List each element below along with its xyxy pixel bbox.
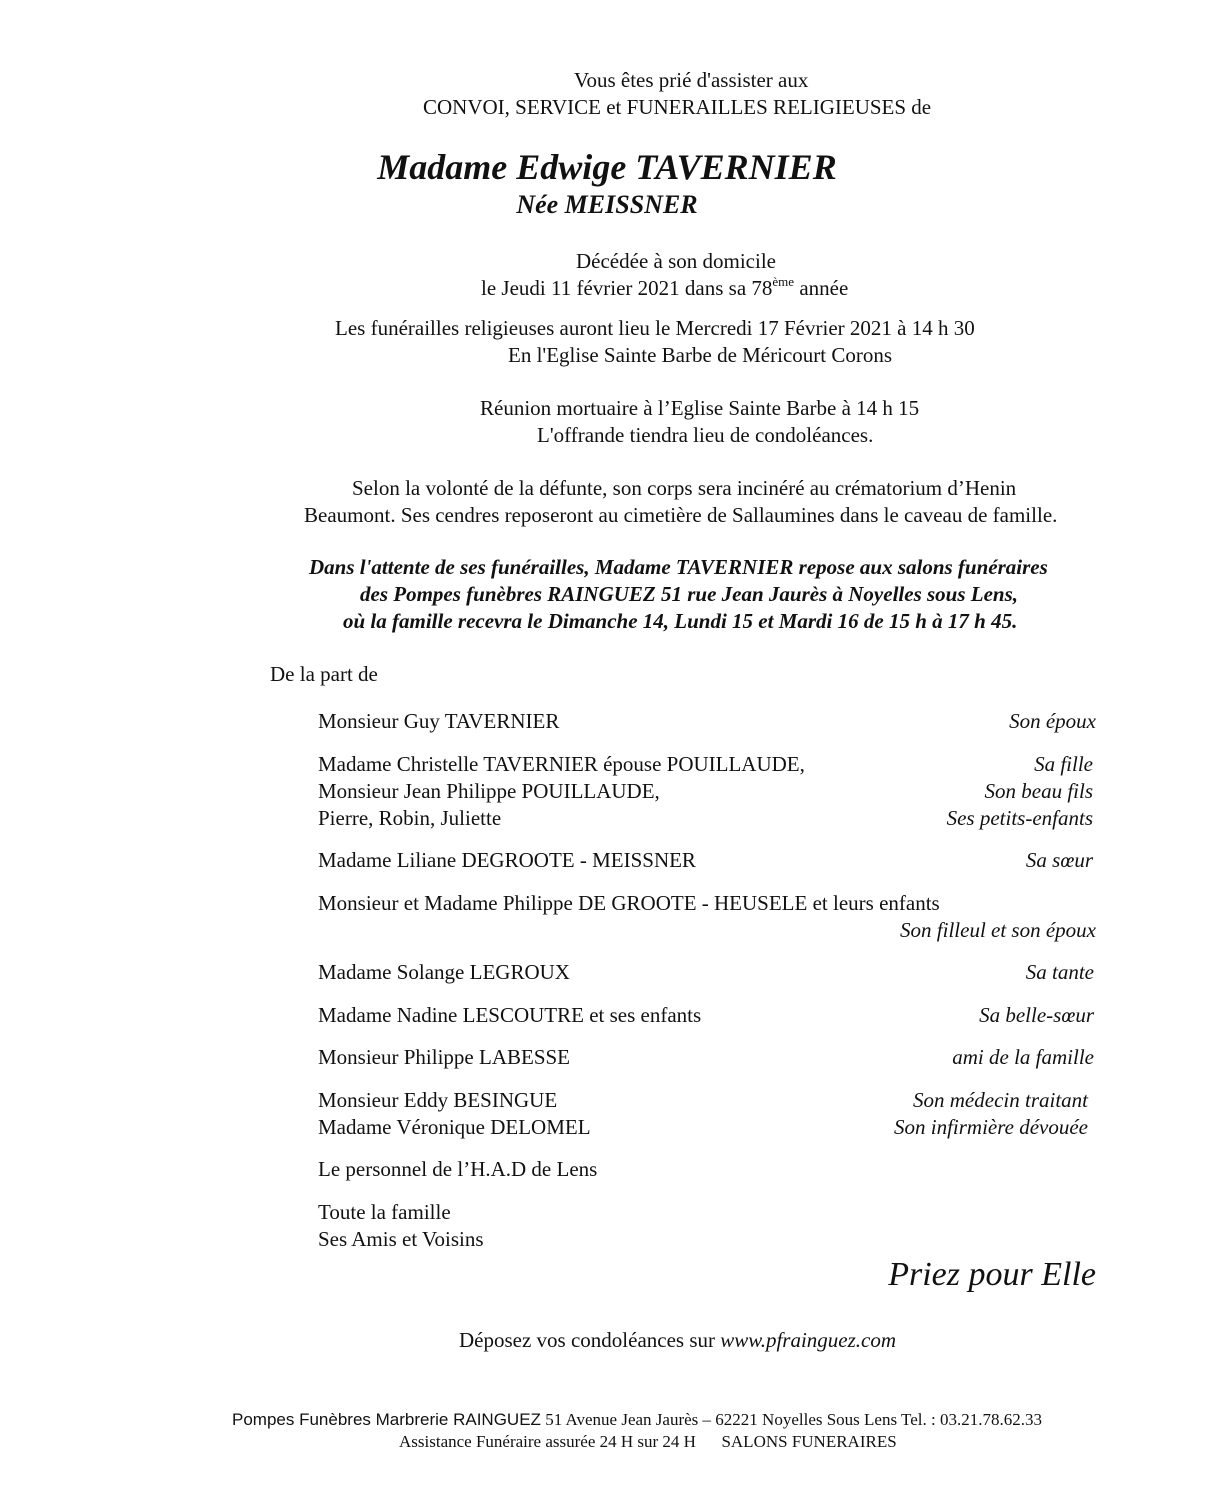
- family-row: [318, 1156, 1096, 1183]
- family-name: Monsieur Guy TAVERNIER: [318, 709, 560, 733]
- family-row: [318, 1114, 1088, 1141]
- condolences-link[interactable]: www.pfrainguez.com: [720, 1328, 897, 1352]
- family-relation: Sa tante: [1025, 960, 1094, 984]
- family-row: [318, 805, 1093, 832]
- family-row: [318, 847, 1093, 874]
- family-relation: Son médecin traitant: [913, 1088, 1088, 1112]
- family-row: [318, 1199, 1096, 1226]
- funeral-line-2: En l'Eglise Sainte Barbe de Méricourt Corons: [508, 343, 893, 367]
- family-relation: Son filleul et son époux: [900, 918, 1096, 942]
- deceased-name: Madame Edwige TAVERNIER: [377, 147, 837, 187]
- family-name: Madame Véronique DELOMEL: [318, 1115, 591, 1139]
- family-name: Toute la famille: [318, 1200, 451, 1224]
- family-relation: Sa belle-sœur: [979, 1003, 1094, 1027]
- family-relation: Ses petits-enfants: [946, 806, 1093, 830]
- deceased-maiden-name: Née MEISSNER: [516, 190, 698, 219]
- gathering-line-2: L'offrande tiendra lieu de condoléances.: [537, 423, 874, 447]
- family-row: [318, 1226, 1096, 1253]
- condolences-line: [459, 1327, 896, 1354]
- footer-address: 51 Avenue Jean Jaurès – 62221 Noyelles Sous Lens Tel. : 03.21.78.62.33: [540, 1410, 1042, 1429]
- cremation-line-1: Selon la volonté de la défunte, son corps sera incinéré au crématorium d’Henin: [352, 476, 1017, 500]
- death-line-2-end: année: [794, 276, 849, 300]
- death-line-2-text: le Jeudi 11 février 2021 dans sa 78: [481, 276, 773, 300]
- family-relation: Son époux: [1009, 709, 1096, 733]
- family-name: Monsieur Jean Philippe POUILLAUDE,: [318, 779, 660, 803]
- invitation-line-1: Vous êtes prié d'assister aux: [574, 68, 809, 92]
- footer-line-1: [232, 1409, 1042, 1431]
- family-relation: ami de la famille: [952, 1045, 1094, 1069]
- viewing-line-2: des Pompes funèbres RAINGUEZ 51 rue Jean Jaurès à Noyelles sous Lens,: [360, 582, 1019, 606]
- family-row: [318, 917, 1096, 944]
- condolences-text: Déposez vos condoléances sur: [459, 1328, 721, 1352]
- family-name: Madame Nadine LESCOUTRE et ses enfants: [318, 1003, 702, 1027]
- funeral-line-1: Les funérailles religieuses auront lieu le Mercredi 17 Février 2021 à 14 h 30: [335, 316, 975, 340]
- family-name: Madame Christelle TAVERNIER épouse POUILLAUDE,: [318, 752, 805, 776]
- viewing-line-1: Dans l'attente de ses funérailles, Madame TAVERNIER repose aux salons funéraires: [309, 555, 1048, 579]
- death-line-2: [481, 275, 848, 302]
- family-row: [318, 890, 1096, 917]
- family-row: [318, 708, 1096, 735]
- family-relation: Sa fille: [1034, 752, 1093, 776]
- family-row: [318, 778, 1093, 805]
- family-name: Madame Solange LEGROUX: [318, 960, 570, 984]
- family-name: Le personnel de l’H.A.D de Lens: [318, 1157, 598, 1181]
- family-row: [318, 1044, 1094, 1071]
- death-line-1: Décédée à son domicile: [576, 249, 776, 273]
- family-relation: Son infirmière dévouée: [894, 1115, 1088, 1139]
- viewing-line-3: où la famille recevra le Dimanche 14, Lundi 15 et Mardi 16 de 15 h à 17 h 45.: [343, 609, 1018, 633]
- family-relation: Son beau fils: [984, 779, 1093, 803]
- family-name: Monsieur Eddy BESINGUE: [318, 1088, 558, 1112]
- family-row: [318, 1087, 1088, 1114]
- family-row: [318, 751, 1093, 778]
- prayer-text: Priez pour Elle: [888, 1256, 1096, 1293]
- family-name: Ses Amis et Voisins: [318, 1227, 484, 1251]
- family-row: [318, 1002, 1094, 1029]
- family-name: Madame Liliane DEGROOTE - MEISSNER: [318, 848, 696, 872]
- family-name: Monsieur Philippe LABESSE: [318, 1045, 571, 1069]
- family-row: [318, 959, 1094, 986]
- family-name: Pierre, Robin, Juliette: [318, 806, 502, 830]
- family-name: Monsieur et Madame Philippe DE GROOTE - HEUSELE et leurs enfants: [318, 891, 940, 915]
- family-relation: Sa sœur: [1025, 848, 1093, 872]
- gathering-line-1: Réunion mortuaire à l’Eglise Sainte Barbe à 14 h 15: [480, 396, 920, 420]
- cremation-line-2: Beaumont. Ses cendres reposeront au cimetière de Sallaumines dans le caveau de famille.: [304, 503, 1058, 527]
- invitation-line-2: CONVOI, SERVICE et FUNERAILLES RELIGIEUSES de: [423, 95, 932, 119]
- death-line-2-superscript: ème: [772, 274, 795, 289]
- footer-line-2: Assistance Funéraire assurée 24 H sur 24 H SALONS FUNERAIRES: [399, 1432, 897, 1451]
- from-label: De la part de: [270, 662, 378, 686]
- footer-company-name: Pompes Funèbres Marbrerie RAINGUEZ: [232, 1410, 541, 1429]
